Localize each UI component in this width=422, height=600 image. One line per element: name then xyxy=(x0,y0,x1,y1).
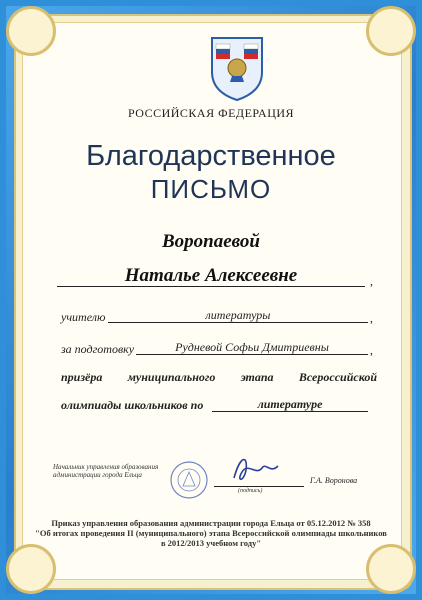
country-heading: РОССИЙСКАЯ ФЕДЕРАЦИЯ xyxy=(127,106,295,120)
comma: , xyxy=(370,311,373,325)
recipient-first-name: Наталье Алексеевне xyxy=(124,265,298,286)
head-title: Начальник управления образования администрации города Ельца xyxy=(53,463,159,479)
winner-text: призёра муниципального этапа Всероссийской xyxy=(61,370,377,384)
student-name: Рудневой Софьи Дмитриевны xyxy=(175,340,329,354)
olympiad-underline xyxy=(212,411,368,412)
signature-caption: (подпись) xyxy=(238,488,263,494)
stamp-icon xyxy=(164,460,214,500)
name-underline xyxy=(57,286,365,287)
order-line-2: "Об итогах проведения II (муниципального) этапа Всероссийской олимпиады школьников xyxy=(35,528,387,538)
comma: , xyxy=(370,274,373,288)
order-line-3: в 2012/2013 учебном году" xyxy=(160,538,262,548)
teacher-subject: литературы xyxy=(205,308,271,322)
recipient-last-name: Воропаевой xyxy=(162,231,260,252)
title-line-1: Благодарственное xyxy=(86,140,336,172)
teacher-underline xyxy=(108,322,368,323)
teacher-label: учителю xyxy=(61,310,106,324)
order-line-1: Приказ управления образования администрации города Ельца от 05.12.2012 № 358 xyxy=(51,518,371,528)
handwritten-signature-icon xyxy=(226,448,286,488)
prep-label: за подготовку xyxy=(61,342,135,356)
olympiad-emblem-icon xyxy=(206,32,268,102)
signature-line xyxy=(214,486,304,487)
signatory-name: Г.А. Воронова xyxy=(310,476,358,485)
order-reference xyxy=(30,518,392,548)
comma: , xyxy=(370,343,373,357)
certificate-content xyxy=(30,30,392,570)
title-line-2: ПИСЬМО xyxy=(150,174,272,204)
olympiad-subject: литературе xyxy=(257,397,323,411)
student-underline xyxy=(136,354,368,355)
olympiad-label: олимпиады школьников по xyxy=(61,398,204,412)
